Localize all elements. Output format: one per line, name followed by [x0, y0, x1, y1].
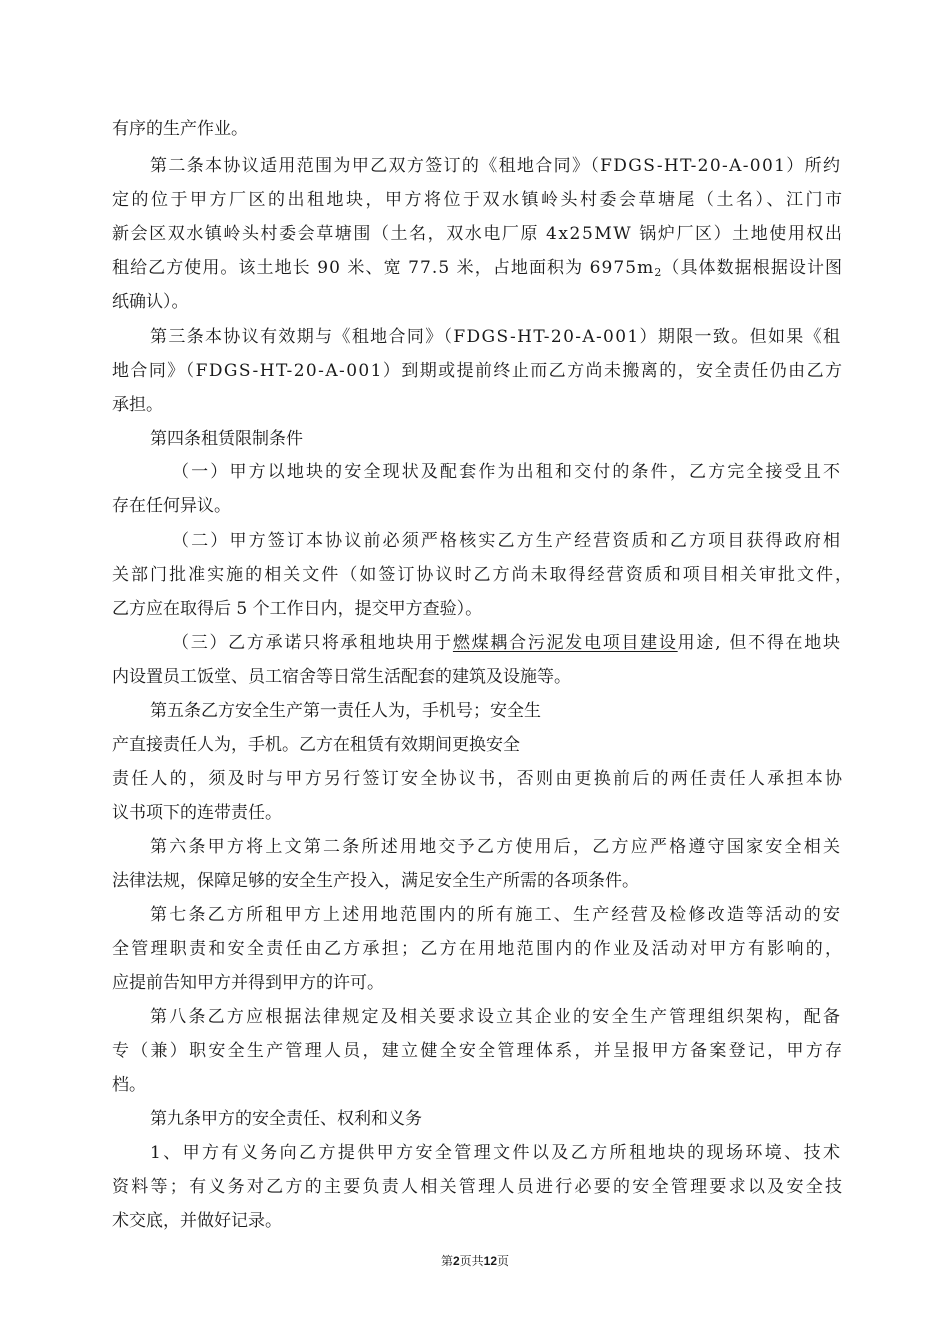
body-line: 术交底，并做好记录。: [112, 1211, 282, 1231]
body-line: 第三条本协议有效期与《租地合同》（FDGS-HT-20-A-001）期限一致。但如果《租: [150, 327, 842, 347]
body-line: [172, 631, 840, 655]
body-line: 专（兼）职安全生产管理人员，建立健全安全管理体系，并呈报甲方备案登记，甲方存: [112, 1041, 845, 1061]
body-text: 用途, 但不得在地块: [677, 633, 842, 653]
page-number: 2: [452, 1254, 460, 1268]
body-text: （具体数据根据设计图: [662, 258, 844, 278]
body-line: 法律法规，保障足够的安全生产投入，满足安全生产所需的各项条件。: [112, 871, 639, 891]
body-line: 承担。: [112, 395, 163, 415]
body-line: 产直接责任人为，手机。乙方在租赁有效期间更换安全: [112, 735, 520, 755]
section-heading: 第四条租赁限制条件: [150, 429, 303, 449]
body-line: 存在任何异议。: [112, 496, 231, 516]
area-unit-superscript: 2: [654, 266, 663, 279]
body-line: 第八条乙方应根据法律规定及相关要求设立其企业的安全生产管理组织架构，配备: [150, 1007, 843, 1027]
total-pages: 12: [483, 1254, 498, 1268]
body-line: 新会区双水镇岭头村委会草塘围（土名，双水电厂原 4x25MW 锅炉厂区）土地使用权出: [112, 224, 844, 244]
body-line: 全管理职责和安全责任由乙方承担；乙方在用地范围内的作业及活动对甲方有影响的，: [112, 939, 845, 959]
body-line: 议书项下的连带责任。: [112, 803, 282, 823]
body-line: 地合同》（FDGS-HT-20-A-001）到期或提前终止而乙方尚未搬离的，安全责任仍由乙方: [112, 361, 844, 381]
body-line: [112, 256, 842, 280]
body-line: （一）甲方以地块的安全现状及配套作为出租和交付的条件，乙方完全接受且不: [172, 462, 843, 482]
underlined-project-name: 燃煤耦合污泥发电项目建设: [452, 633, 678, 653]
body-line: 应提前告知甲方并得到甲方的许可。: [112, 973, 384, 993]
footer-middle: 页共: [459, 1254, 484, 1268]
body-line: 责任人的，须及时与甲方另行签订安全协议书，否则由更换前后的两任责任人承担本协: [112, 769, 845, 789]
body-line: 内设置员工饭堂、员工宿舍等日常生活配套的建筑及设施等。: [112, 667, 571, 687]
body-text: 租给乙方使用。该土地长 90 米、宽 77.5 米，占地面积为 6975m: [112, 258, 655, 278]
footer-suffix: 页: [497, 1254, 510, 1268]
body-line: 档。: [112, 1075, 146, 1095]
body-line: 有序的生产作业。: [112, 119, 248, 139]
page-footer: [0, 1253, 950, 1269]
body-line: 第六条甲方将上文第二条所述用地交予乙方使用后，乙方应严格遵守国家安全相关: [150, 837, 843, 857]
body-line: 第七条乙方所租甲方上述用地范围内的所有施工、生产经营及检修改造等活动的安: [150, 905, 843, 925]
body-text: （三）乙方承诺只将承租地块用于: [172, 633, 453, 653]
body-line: （二）甲方签订本协议前必须严格核实乙方生产经营资质和乙方项目获得政府相: [172, 531, 843, 551]
body-line: 纸确认）。: [112, 292, 189, 312]
body-line: 关部门批准实施的相关文件（如签订协议时乙方尚未取得经营资质和项目相关审批文件，: [112, 565, 855, 585]
body-line: 定的位于甲方厂区的出租地块，甲方将位于双水镇岭头村委会草塘尾（土名）、江门市: [112, 190, 845, 210]
body-line: 第五条乙方安全生产第一责任人为，手机号；安全生: [150, 701, 541, 721]
footer-prefix: 第: [440, 1254, 453, 1268]
body-line: 乙方应在取得后 5 个工作日内，提交甲方查验）。: [112, 599, 483, 619]
body-line: 第二条本协议适用范围为甲乙双方签订的《租地合同》（FDGS-HT-20-A-001）所约: [150, 156, 842, 176]
body-line: 资料等；有义务对乙方的主要负责人相关管理人员进行必要的安全管理要求以及安全技: [112, 1177, 845, 1197]
section-heading: 第九条甲方的安全责任、权利和义务: [150, 1109, 422, 1129]
body-line: 1、甲方有义务向乙方提供甲方安全管理文件以及乙方所租地块的现场环境、技术: [150, 1143, 843, 1163]
